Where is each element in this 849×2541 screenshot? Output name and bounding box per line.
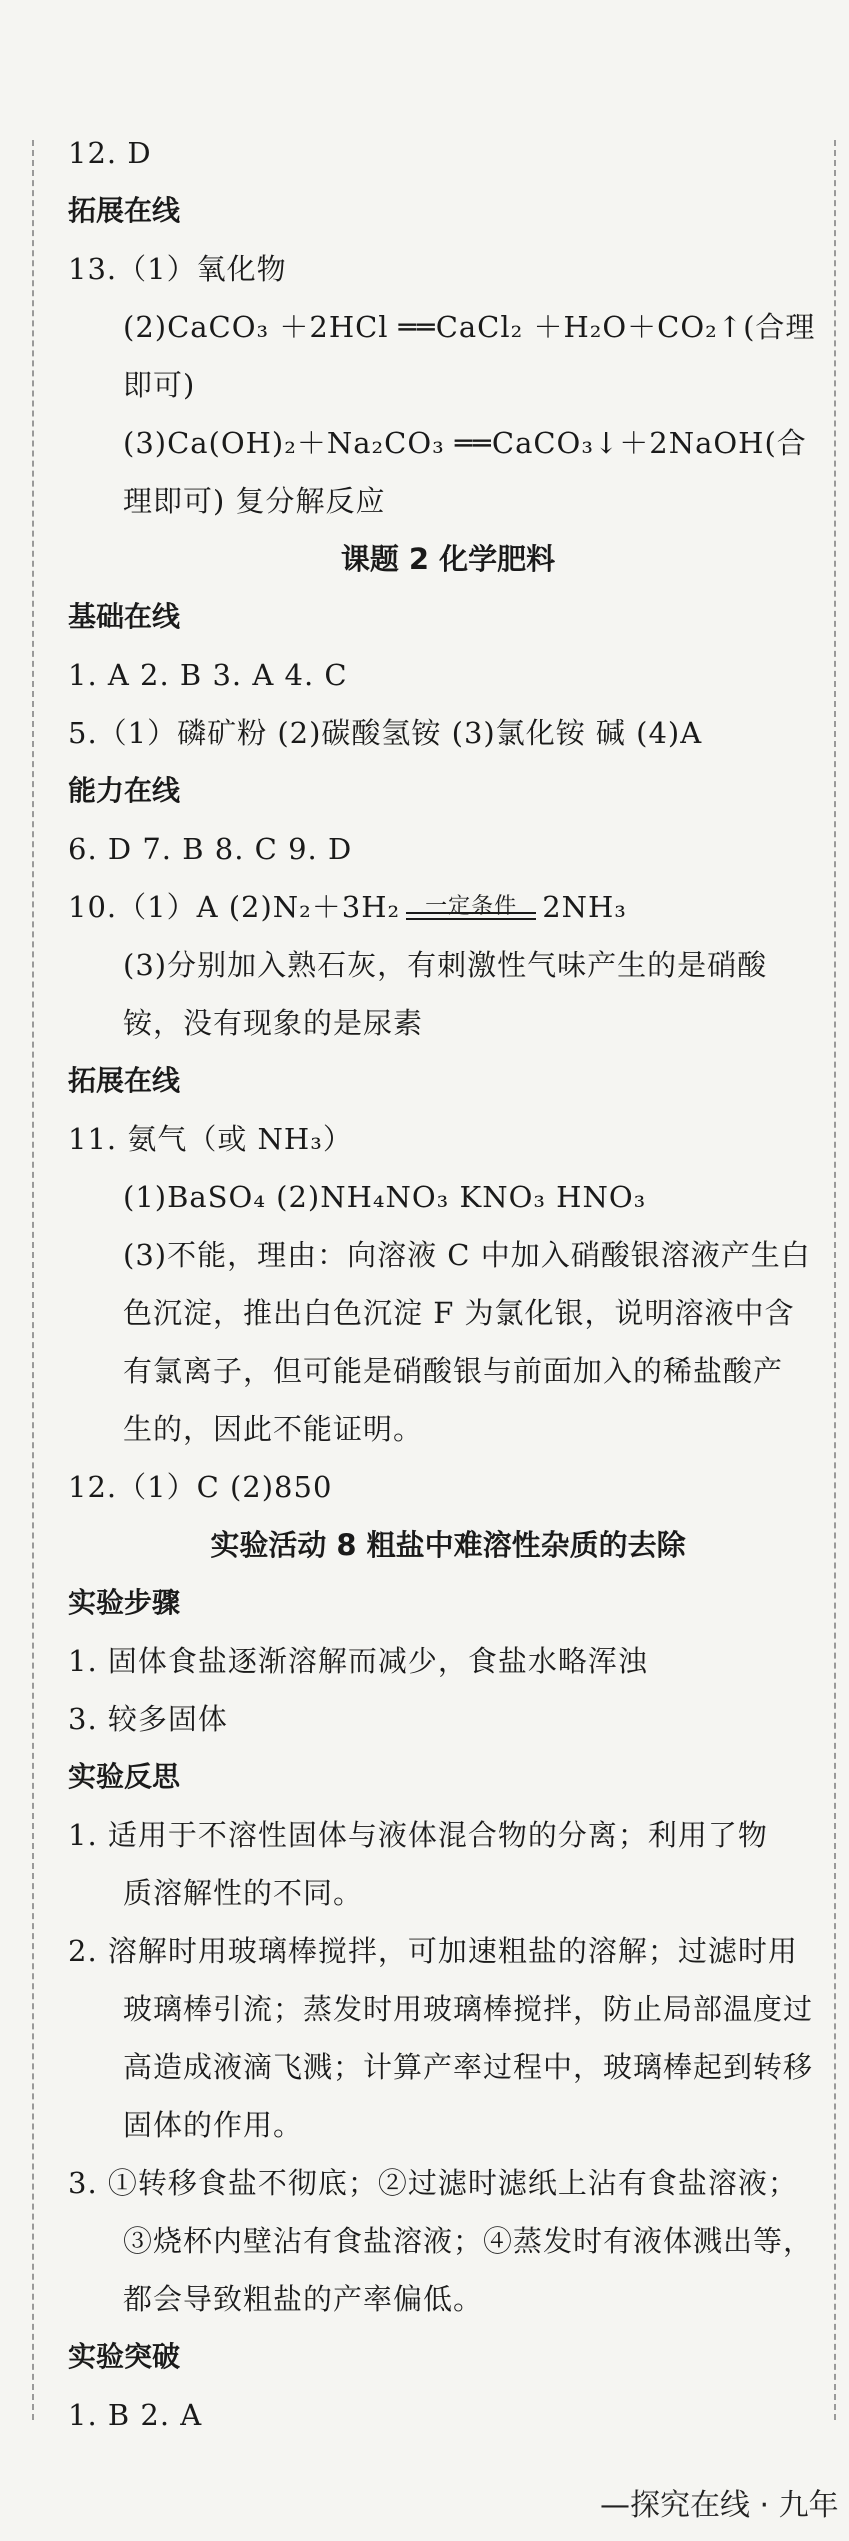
answer-line: 13.（1）氧化物	[68, 252, 287, 286]
answer-line: 色沉淀，推出白色沉淀 F 为氯化银，说明溶液中含	[123, 1296, 795, 1330]
answer-content	[68, 124, 828, 2444]
section-heading: 能力在线	[68, 774, 181, 807]
equation-right: 2NH₃	[542, 890, 627, 924]
answer-line: 11. 氨气（或 NH₃）	[68, 1122, 353, 1156]
answer-line: (3)不能，理由：向溶液 C 中加入硝酸银溶液产生白	[123, 1238, 811, 1272]
answer-line: 3. ①转移食盐不彻底；②过滤时滤纸上沾有食盐溶液；	[68, 2166, 798, 2200]
reaction-condition-text: 一定条件	[425, 894, 518, 919]
answer-line: (2)CaCO₃ ＋2HCl ══CaCl₂ ＋H₂O＋CO₂↑(合理	[123, 310, 816, 344]
section-heading: 拓展在线	[68, 1064, 181, 1097]
answer-line: 固体的作用。	[123, 2108, 304, 2142]
section-heading: 拓展在线	[68, 194, 181, 227]
answer-line: 铵，没有现象的是尿素	[123, 1006, 424, 1040]
answer-line: 有氯离子，但可能是硝酸银与前面加入的稀盐酸产	[123, 1354, 784, 1388]
answer-line: 12. D	[68, 136, 152, 170]
answer-line: 6. D 7. B 8. C 9. D	[68, 832, 353, 866]
reaction-condition-arrow	[406, 894, 536, 930]
answer-line: (1)BaSO₄ (2)NH₄NO₃ KNO₃ HNO₃	[123, 1180, 647, 1214]
equals-double-bar	[406, 912, 536, 920]
lesson-title: 实验活动 8 粗盐中难溶性杂质的去除	[210, 1528, 686, 1562]
answer-line: (3)Ca(OH)₂＋Na₂CO₃ ══CaCO₃↓＋2NaOH(合	[123, 426, 807, 460]
section-heading: 实验步骤	[68, 1586, 181, 1619]
answer-line: 1. 适用于不溶性固体与液体混合物的分离；利用了物	[68, 1818, 768, 1852]
answer-line: 高造成液滴飞溅；计算产率过程中，玻璃棒起到转移	[123, 2050, 814, 2084]
answer-line: 质溶解性的不同。	[123, 1876, 364, 1910]
section-heading: 基础在线	[68, 600, 181, 633]
answer-line-equation	[68, 878, 828, 936]
answer-line: 5.（1）磷矿粉 (2)碳酸氢铵 (3)氯化铵 碱 (4)A	[68, 716, 703, 750]
answer-line: 1. B 2. A	[68, 2398, 203, 2432]
section-heading: 实验反思	[68, 1760, 181, 1793]
page-footer: —探究在线 · 九年	[600, 2488, 839, 2523]
answer-line: 12.（1）C (2)850	[68, 1470, 333, 1504]
right-dashed-divider	[834, 140, 836, 2420]
answer-line: 玻璃棒引流；蒸发时用玻璃棒搅拌，防止局部温度过	[123, 1992, 814, 2026]
answer-line: 生的，因此不能证明。	[123, 1412, 424, 1446]
answer-line: 1. 固体食盐逐渐溶解而减少，食盐水略浑浊	[68, 1644, 648, 1678]
answer-line: 理即可) 复分解反应	[123, 484, 386, 518]
section-heading: 实验突破	[68, 2340, 181, 2373]
answer-line: 都会导致粗盐的产率偏低。	[123, 2282, 484, 2316]
left-dashed-divider	[32, 140, 34, 2420]
answer-line: 1. A 2. B 3. A 4. C	[68, 658, 348, 692]
lesson-title: 课题 2 化学肥料	[340, 542, 556, 576]
answer-line: ③烧杯内壁沾有食盐溶液；④蒸发时有液体溅出等，	[123, 2224, 814, 2258]
equation-left: 10.（1）A (2)N₂＋3H₂	[68, 890, 401, 924]
answer-line: 3. 较多固体	[68, 1702, 228, 1736]
answer-line: 2. 溶解时用玻璃棒搅拌，可加速粗盐的溶解；过滤时用	[68, 1934, 798, 1968]
answer-line: 即可)	[123, 368, 196, 402]
answer-line: (3)分别加入熟石灰，有刺激性气味产生的是硝酸	[123, 948, 768, 982]
